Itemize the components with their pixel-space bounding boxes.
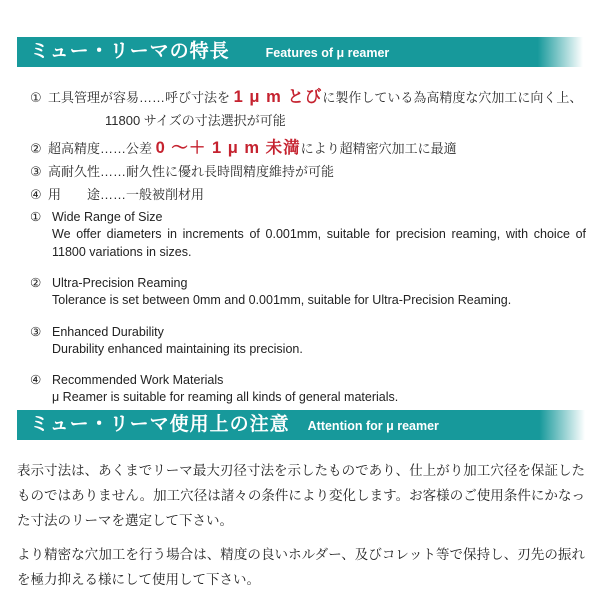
section-header-features [17, 37, 583, 67]
list-item-jp-1 [30, 86, 590, 132]
note-paragraph: 表示寸法は、あくまでリーマ最大刃径寸法を示したものであり、仕上がり加工穴径を保証したものではありません。加工穴径は諸々の条件により変化します。お客様のご使用条件にかなった寸法のリーマを選定して下さい。 [17, 463, 585, 528]
feature-en-heading: Enhanced Durability [52, 324, 164, 339]
circled-number: ④ [30, 187, 42, 202]
list-item-en-2 [30, 274, 586, 310]
circled-number: ① [30, 90, 42, 105]
feature-text-wrap [48, 137, 590, 160]
feature-en-wrap [52, 274, 586, 310]
feature-en-wrap [52, 208, 586, 261]
note-paragraph: より精密な穴加工を行う場合は、精度の良いホルダー、及びコレット等で保持し、刃先の振れを極力抑える様にして使用して下さい。 [17, 547, 585, 587]
list-item-en-3 [30, 323, 586, 359]
feature-text-line2: 11800 サイズの寸法選択が可能 [105, 113, 286, 128]
feature-text: 用 途……一般被削材用 [48, 187, 205, 202]
features-list-en [30, 208, 586, 420]
feature-highlight: 0 ～＋ 1 μ m 未満 [155, 139, 301, 157]
features-list-jp [30, 86, 590, 206]
list-item-jp-4 [30, 183, 590, 206]
feature-highlight: 1 μ m とび [233, 88, 323, 106]
feature-text: により超精密穴加工に最適 [300, 141, 457, 156]
feature-en-heading: Wide Range of Size [52, 210, 163, 224]
feature-en-wrap [52, 371, 586, 407]
section-title-jp: ミュー・リーマ使用上の注意 [30, 414, 290, 435]
feature-en-heading: Ultra-Precision Reaming [52, 276, 188, 290]
feature-en-heading: Recommended Work Materials [52, 373, 224, 387]
list-item-en-4 [30, 371, 586, 407]
list-item-en-1 [30, 208, 586, 261]
circled-number: ③ [30, 324, 42, 339]
feature-en-body: Tolerance is set between 0mm and 0.001mm, suitable for Ultra-Precision Reaming. [52, 293, 512, 307]
attention-notes [17, 458, 585, 592]
section-title-en: Features of μ reamer [265, 46, 390, 60]
circled-number: ① [30, 210, 42, 224]
circled-number: ② [30, 141, 42, 156]
circled-number: ④ [30, 373, 42, 387]
circled-number: ③ [30, 164, 42, 179]
circled-number: ② [30, 276, 42, 290]
feature-text-wrap [48, 86, 590, 132]
feature-en-body: μ Reamer is suitable for reaming all kinds of general materials. [52, 390, 399, 404]
feature-text: 工具管理が容易……呼び寸法を [48, 90, 234, 105]
section-title-en: Attention for μ reamer [307, 419, 439, 433]
feature-text: 超高精度……公差 [48, 141, 156, 156]
section-header-attention [17, 410, 585, 440]
list-item-jp-3 [30, 160, 590, 183]
feature-en-body: We offer diameters in increments of 0.001mm, suitable for precision reaming, with choice of 11800 variations in sizes. [52, 227, 586, 259]
list-item-jp-2 [30, 137, 590, 160]
feature-text: 高耐久性……耐久性に優れ長時間精度維持が可能 [48, 164, 335, 179]
feature-text: に製作している為高精度な穴加工に向く上、 [322, 90, 583, 105]
feature-en-wrap [52, 323, 586, 359]
feature-en-body: Durability enhanced maintaining its precision. [52, 341, 303, 356]
section-title-jp: ミュー・リーマの特長 [30, 41, 230, 62]
